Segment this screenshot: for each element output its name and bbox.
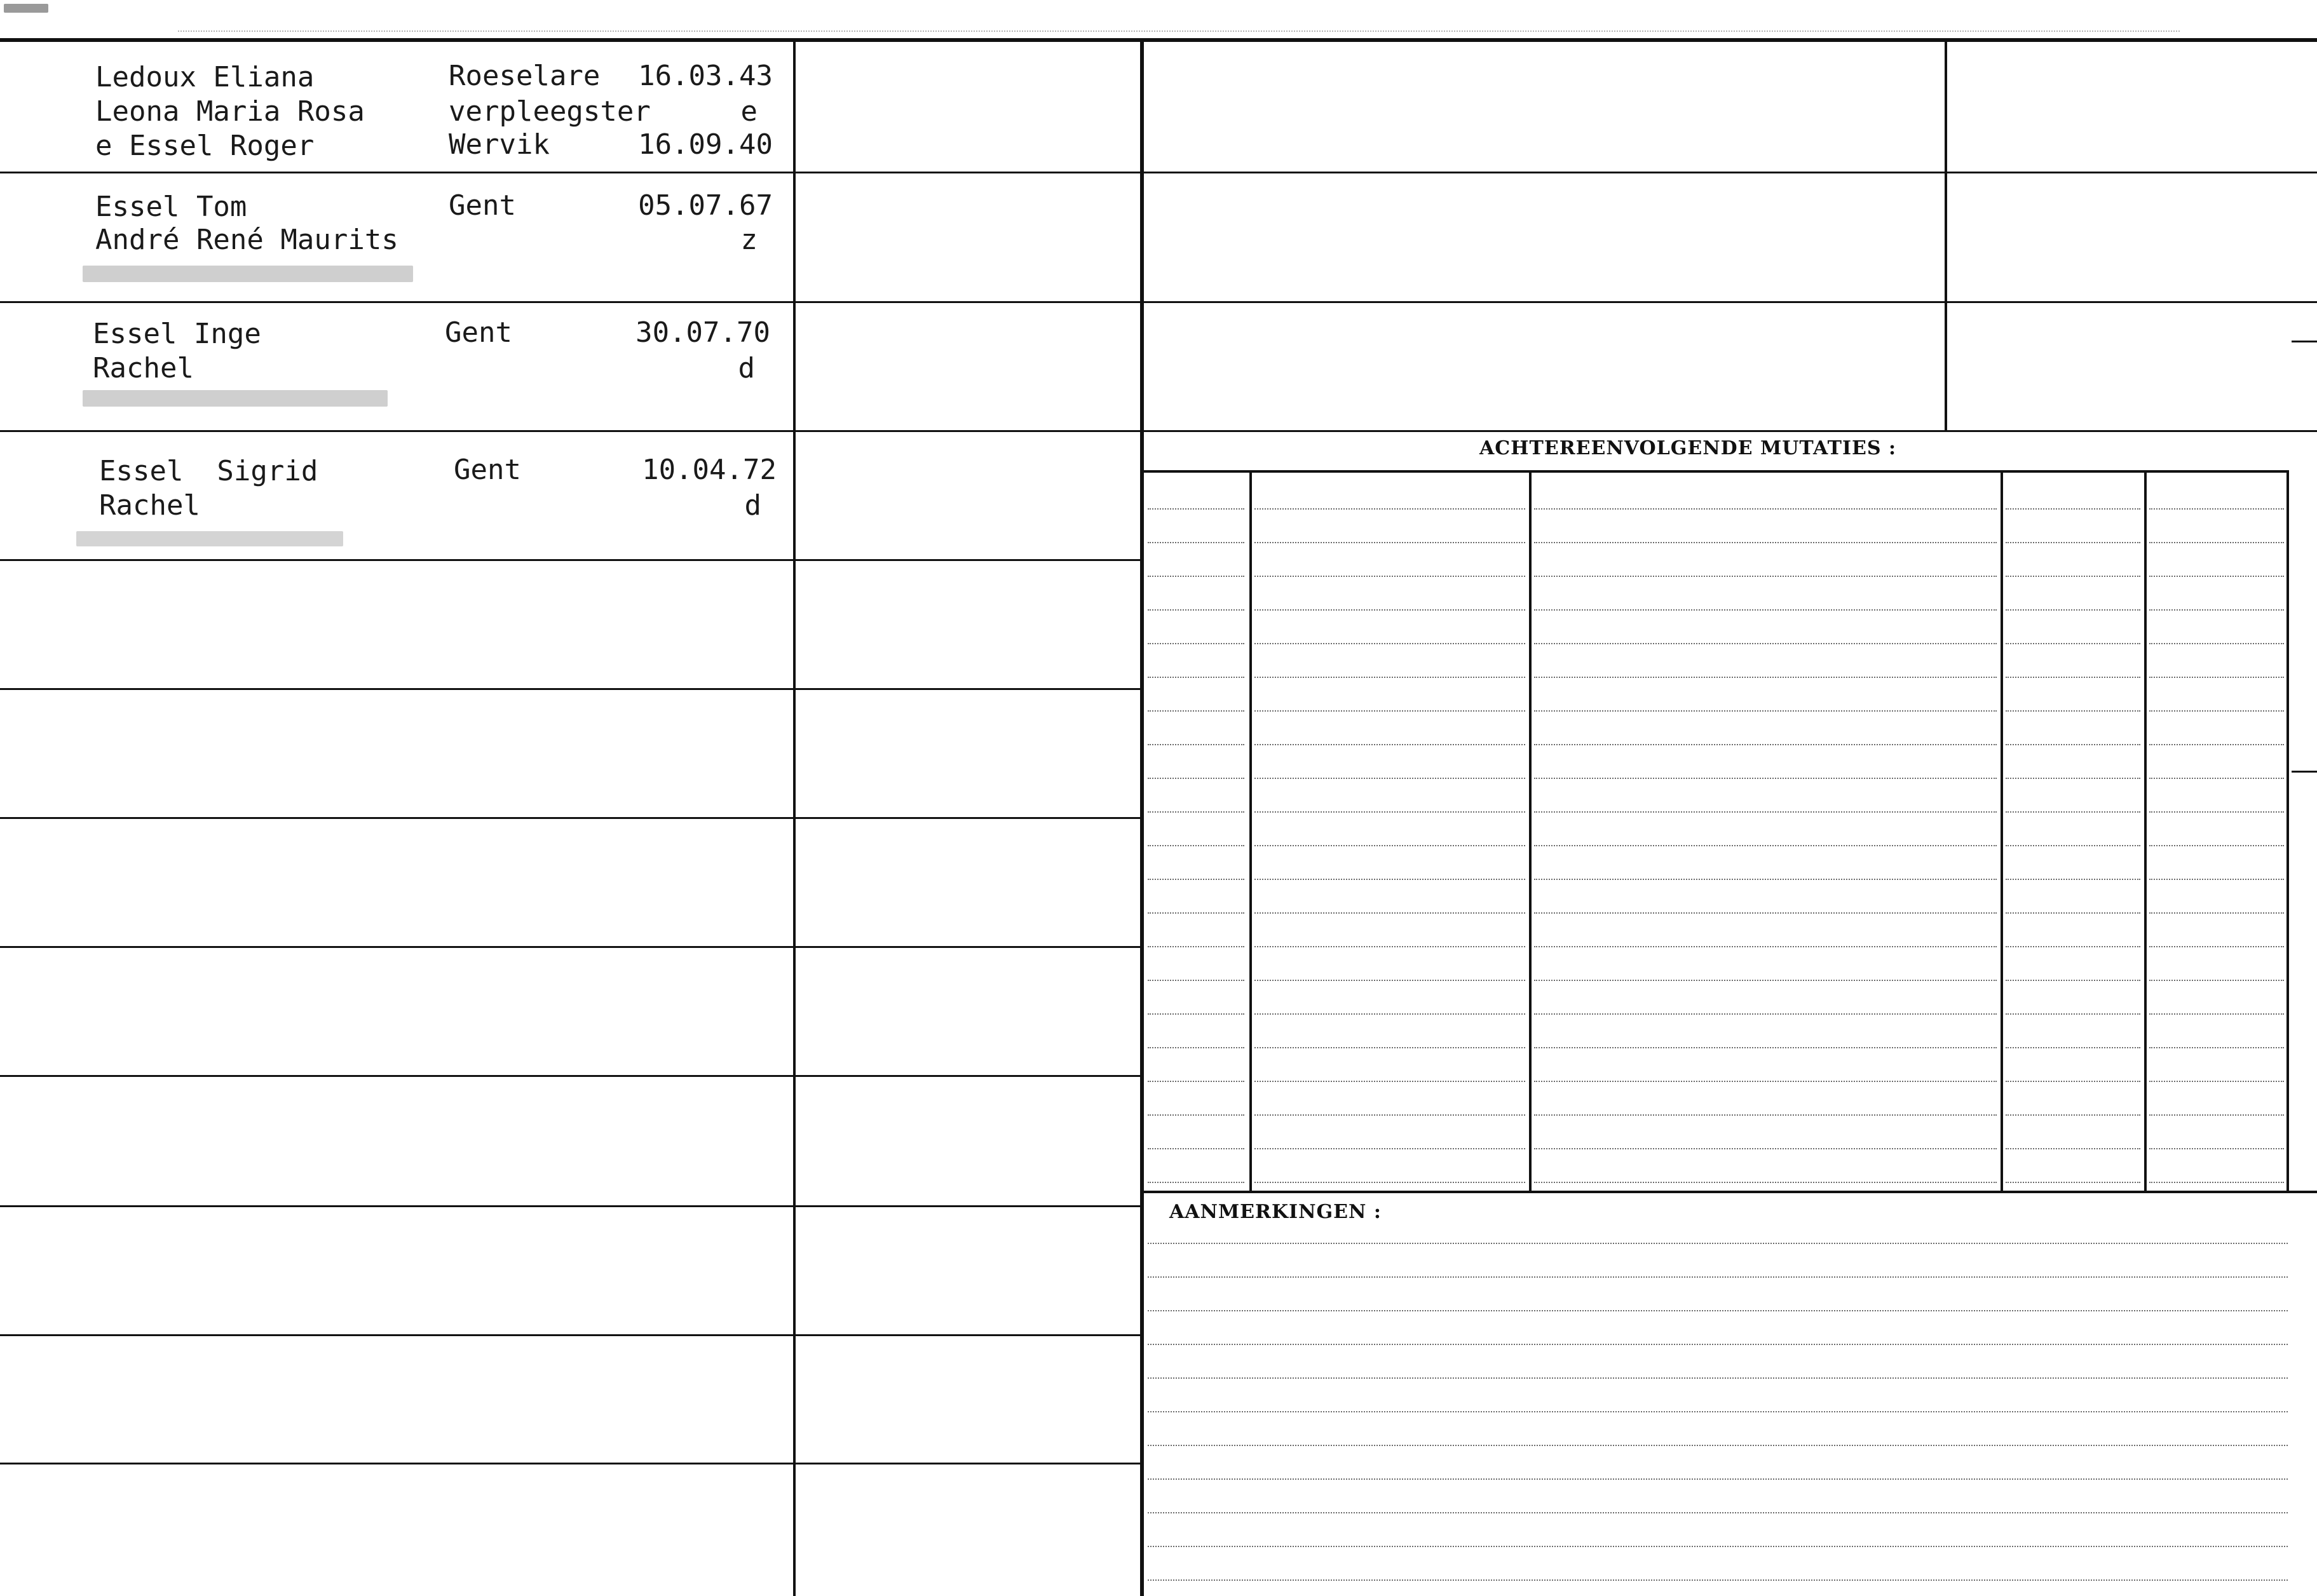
mutations-ruled-line bbox=[2006, 1114, 2140, 1116]
mutations-ruled-line bbox=[2006, 811, 2140, 813]
mutations-ruled-line bbox=[2006, 1047, 2140, 1048]
mutations-ruled-line bbox=[1534, 744, 1997, 745]
mutations-ruled-line bbox=[1254, 912, 1525, 914]
mutations-ruled-line bbox=[1148, 1148, 1244, 1149]
smudge bbox=[83, 266, 413, 282]
mutations-ruled-line bbox=[2006, 778, 2140, 779]
row-line bbox=[0, 172, 1141, 173]
mutations-ruled-line bbox=[1534, 542, 1997, 543]
entry-given-names: Rachel bbox=[93, 352, 194, 384]
mutations-ruled-line bbox=[1534, 677, 1997, 678]
mutations-ruled-line bbox=[1534, 811, 1997, 813]
entry-name: Essel Inge bbox=[93, 318, 261, 350]
mutations-ruled-line bbox=[1148, 1081, 1244, 1082]
remarks-title: AANMERKINGEN : bbox=[1169, 1201, 1382, 1223]
remarks-ruled-line bbox=[1148, 1411, 2288, 1412]
row-line bbox=[0, 1463, 1141, 1464]
entry-given-names: Leona Maria Rosa bbox=[95, 95, 365, 128]
mutations-ruled-line bbox=[1254, 744, 1525, 745]
mutations-table-bottom bbox=[1144, 1191, 2317, 1193]
mutations-ruled-line bbox=[1148, 879, 1244, 880]
mutations-ruled-line bbox=[1148, 744, 1244, 745]
entry-date-2: 16.09.40 bbox=[638, 128, 773, 161]
mutations-ruled-line bbox=[2006, 1013, 2140, 1015]
mutations-ruled-line bbox=[2149, 1013, 2284, 1015]
mutations-ruled-line bbox=[1148, 609, 1244, 611]
row-line bbox=[0, 1205, 1141, 1207]
remarks-ruled-line bbox=[1148, 1579, 2288, 1581]
row-line bbox=[0, 946, 1141, 948]
mutations-ruled-line bbox=[2149, 1047, 2284, 1048]
mutations-ruled-line bbox=[1148, 811, 1244, 813]
entry-occupation: verpleegster bbox=[449, 95, 651, 128]
mutations-ruled-line bbox=[1148, 845, 1244, 846]
mutations-ruled-line bbox=[2006, 609, 2140, 611]
mutations-ruled-line bbox=[1534, 1081, 1997, 1082]
right-box-line bbox=[1144, 301, 2317, 303]
smudge bbox=[76, 531, 343, 546]
mutations-col-line bbox=[1529, 470, 1532, 1193]
entry-name: Ledoux Eliana bbox=[95, 61, 315, 93]
mutations-ruled-line bbox=[1534, 1047, 1997, 1048]
mutations-ruled-line bbox=[1254, 1182, 1525, 1183]
entry-place: Gent bbox=[454, 454, 521, 486]
mutations-ruled-line bbox=[1148, 643, 1244, 644]
mutations-ruled-line bbox=[1534, 609, 1997, 611]
mutations-ruled-line bbox=[1254, 811, 1525, 813]
mutations-ruled-line bbox=[2149, 542, 2284, 543]
entry-date: 30.07.70 bbox=[635, 316, 770, 349]
mutations-ruled-line bbox=[2006, 912, 2140, 914]
mutations-ruled-line bbox=[1534, 778, 1997, 779]
remarks-ruled-line bbox=[1148, 1546, 2288, 1547]
mutations-ruled-line bbox=[1534, 1013, 1997, 1015]
mutations-ruled-line bbox=[1254, 1081, 1525, 1082]
mutations-ruled-line bbox=[1254, 778, 1525, 779]
mutations-ruled-line bbox=[1534, 845, 1997, 846]
mutations-ruled-line bbox=[1148, 778, 1244, 779]
mutations-ruled-line bbox=[1534, 879, 1997, 880]
mutations-ruled-line bbox=[2149, 710, 2284, 712]
mutations-ruled-line bbox=[2006, 508, 2140, 510]
mutations-ruled-line bbox=[1534, 946, 1997, 947]
mutations-ruled-line bbox=[1534, 576, 1997, 577]
entry-relation: d bbox=[738, 352, 755, 384]
mutations-ruled-line bbox=[1148, 946, 1244, 947]
scan-mark bbox=[4, 4, 48, 13]
row-line bbox=[0, 430, 1141, 432]
mutations-ruled-line bbox=[1148, 912, 1244, 914]
entry-date: 10.04.72 bbox=[642, 454, 777, 486]
mutations-ruled-line bbox=[2149, 609, 2284, 611]
mutations-ruled-line bbox=[1148, 710, 1244, 712]
mutations-ruled-line bbox=[2006, 744, 2140, 745]
entry-place: Roeselare bbox=[449, 60, 601, 92]
mutations-ruled-line bbox=[1534, 710, 1997, 712]
mutations-ruled-line bbox=[2149, 1182, 2284, 1183]
entry-place: Gent bbox=[449, 189, 516, 222]
mutations-ruled-line bbox=[2149, 677, 2284, 678]
entry-given-names: Rachel bbox=[99, 489, 200, 522]
mutations-ruled-line bbox=[1254, 542, 1525, 543]
mutations-col-line bbox=[2001, 470, 2003, 1193]
mutations-ruled-line bbox=[1254, 710, 1525, 712]
mutations-ruled-line bbox=[2149, 508, 2284, 510]
remarks-ruled-line bbox=[1148, 1344, 2288, 1345]
mutations-ruled-line bbox=[1148, 1114, 1244, 1116]
mutations-table-right bbox=[2286, 470, 2289, 1193]
mutations-ruled-line bbox=[2149, 912, 2284, 914]
mutations-ruled-line bbox=[1148, 1047, 1244, 1048]
entry-place-2: Wervik bbox=[449, 128, 550, 161]
mutations-ruled-line bbox=[1534, 980, 1997, 981]
entry-name: Essel Sigrid bbox=[99, 455, 318, 487]
row-line bbox=[0, 559, 1141, 561]
entry-relation: d bbox=[744, 489, 761, 522]
remarks-ruled-line bbox=[1148, 1276, 2288, 1278]
mutations-ruled-line bbox=[1534, 1182, 1997, 1183]
mutations-ruled-line bbox=[2006, 879, 2140, 880]
scan-faint-line bbox=[178, 30, 2180, 32]
remarks-ruled-line bbox=[1148, 1478, 2288, 1480]
mutations-ruled-line bbox=[1148, 542, 1244, 543]
mutations-ruled-line bbox=[1534, 643, 1997, 644]
mutations-ruled-line bbox=[2149, 811, 2284, 813]
mutations-ruled-line bbox=[2006, 1081, 2140, 1082]
mutations-ruled-line bbox=[1254, 508, 1525, 510]
entry-place: Gent bbox=[445, 316, 512, 349]
mutations-ruled-line bbox=[2149, 980, 2284, 981]
right-panel-divider bbox=[1945, 42, 1947, 431]
mutations-ruled-line bbox=[2149, 778, 2284, 779]
mutations-ruled-line bbox=[2006, 1148, 2140, 1149]
row-line bbox=[0, 817, 1141, 819]
mutations-ruled-line bbox=[2149, 1114, 2284, 1116]
mutations-ruled-line bbox=[1254, 1013, 1525, 1015]
column-divider-2 bbox=[1140, 42, 1144, 1596]
mutations-ruled-line bbox=[2149, 845, 2284, 846]
mutations-ruled-line bbox=[1254, 1047, 1525, 1048]
mutations-col-line bbox=[1249, 470, 1252, 1193]
remarks-ruled-line bbox=[1148, 1243, 2288, 1244]
mutations-ruled-line bbox=[1534, 1114, 1997, 1116]
entry-name: Essel Tom bbox=[95, 191, 247, 223]
mutations-ruled-line bbox=[1254, 609, 1525, 611]
mutations-ruled-line bbox=[2149, 744, 2284, 745]
mutations-ruled-line bbox=[1254, 1114, 1525, 1116]
row-line bbox=[0, 301, 1141, 303]
top-border bbox=[0, 38, 2317, 42]
row-line bbox=[0, 1075, 1141, 1077]
margin-tick bbox=[2292, 771, 2317, 773]
mutations-ruled-line bbox=[2149, 1081, 2284, 1082]
mutations-ruled-line bbox=[1148, 677, 1244, 678]
mutations-ruled-line bbox=[1254, 677, 1525, 678]
entry-relation: z bbox=[740, 224, 758, 256]
remarks-ruled-line bbox=[1148, 1512, 2288, 1513]
remarks-ruled-line bbox=[1148, 1310, 2288, 1311]
mutations-ruled-line bbox=[1534, 912, 1997, 914]
mutations-ruled-line bbox=[1534, 508, 1997, 510]
right-box-line bbox=[1144, 430, 2317, 432]
right-box-line bbox=[1144, 172, 2317, 173]
mutations-ruled-line bbox=[1148, 980, 1244, 981]
entry-relation: e bbox=[740, 95, 758, 128]
margin-tick bbox=[2292, 341, 2317, 342]
mutations-ruled-line bbox=[2006, 946, 2140, 947]
column-divider-1 bbox=[793, 42, 796, 1596]
entry-date: 16.03.43 bbox=[638, 60, 773, 92]
mutations-ruled-line bbox=[2149, 1148, 2284, 1149]
mutations-ruled-line bbox=[2006, 542, 2140, 543]
mutations-ruled-line bbox=[1254, 576, 1525, 577]
mutations-col-line bbox=[2144, 470, 2147, 1193]
mutations-ruled-line bbox=[2006, 845, 2140, 846]
mutations-ruled-line bbox=[1534, 1148, 1997, 1149]
remarks-ruled-line bbox=[1148, 1377, 2288, 1379]
mutations-ruled-line bbox=[1254, 845, 1525, 846]
mutations-ruled-line bbox=[2006, 710, 2140, 712]
mutations-ruled-line bbox=[2006, 677, 2140, 678]
mutations-ruled-line bbox=[1254, 946, 1525, 947]
mutations-ruled-line bbox=[2149, 879, 2284, 880]
entry-date: 05.07.67 bbox=[638, 189, 773, 222]
mutations-ruled-line bbox=[2006, 643, 2140, 644]
mutations-table-top bbox=[1144, 470, 2289, 473]
mutations-title: ACHTEREENVOLGENDE MUTATIES : bbox=[1479, 437, 1897, 459]
mutations-ruled-line bbox=[2006, 980, 2140, 981]
mutations-ruled-line bbox=[2006, 1182, 2140, 1183]
row-line bbox=[0, 688, 1141, 690]
mutations-ruled-line bbox=[1254, 1148, 1525, 1149]
mutations-ruled-line bbox=[1148, 508, 1244, 510]
mutations-ruled-line bbox=[2149, 576, 2284, 577]
mutations-ruled-line bbox=[1254, 643, 1525, 644]
mutations-ruled-line bbox=[2149, 643, 2284, 644]
row-line bbox=[0, 1334, 1141, 1336]
smudge bbox=[83, 390, 388, 407]
mutations-ruled-line bbox=[2006, 576, 2140, 577]
entry-given-names: André René Maurits bbox=[95, 224, 398, 256]
mutations-ruled-line bbox=[1254, 879, 1525, 880]
mutations-ruled-line bbox=[2149, 946, 2284, 947]
mutations-ruled-line bbox=[1148, 576, 1244, 577]
mutations-ruled-line bbox=[1148, 1182, 1244, 1183]
mutations-ruled-line bbox=[1254, 980, 1525, 981]
mutations-ruled-line bbox=[1148, 1013, 1244, 1015]
entry-spouse: e Essel Roger bbox=[95, 130, 315, 162]
remarks-ruled-line bbox=[1148, 1445, 2288, 1446]
